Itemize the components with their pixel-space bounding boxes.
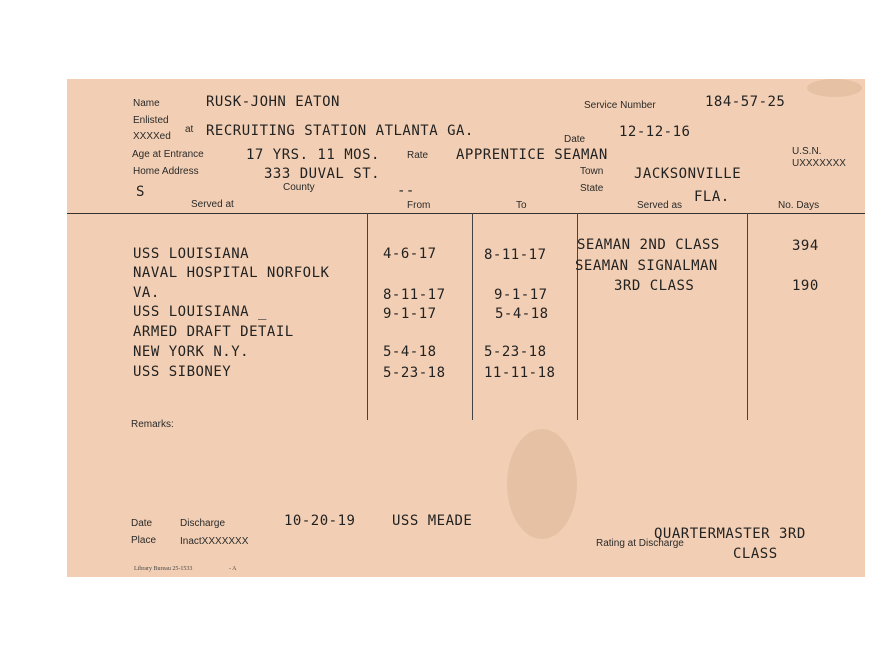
from-date: 5-4-18 xyxy=(383,344,437,360)
served-at-entry: NAVAL HOSPITAL NORFOLK xyxy=(133,265,330,281)
from-date: 4-6-17 xyxy=(383,246,437,262)
service-record-card xyxy=(67,79,865,577)
to-date: 8-11-17 xyxy=(484,247,547,263)
age-label: Age at Entrance xyxy=(132,149,204,160)
rate-value: APPRENTICE SEAMAN xyxy=(456,147,608,163)
no-days-header: No. Days xyxy=(778,200,820,211)
state-label: State xyxy=(580,183,604,194)
discharge-date-label: Date xyxy=(131,518,153,529)
served-as-entry: SEAMAN SIGNALMAN xyxy=(575,258,718,274)
served-as-entry: SEAMAN 2ND CLASS xyxy=(577,237,720,253)
printer-footer: Library Bureau 25-1533 xyxy=(134,566,193,572)
days-value: 394 xyxy=(792,238,819,254)
home-address-label: Home Address xyxy=(133,166,199,177)
county-label: County xyxy=(283,182,315,193)
enlisted-date-value: 12-12-16 xyxy=(619,124,691,140)
to-header: To xyxy=(516,200,527,211)
days-value: 190 xyxy=(792,278,819,294)
to-date: 11-11-18 xyxy=(484,365,556,381)
name-label: Name xyxy=(133,98,160,109)
inactive-struck-label: InactXXXXXXX xyxy=(180,536,249,547)
remarks-label: Remarks: xyxy=(131,419,174,430)
date-label: Date xyxy=(564,134,586,145)
served-at-entry: ARMED DRAFT DETAIL xyxy=(133,324,294,340)
served-as-entry: 3RD CLASS xyxy=(614,278,695,294)
home-s-value: S xyxy=(136,184,145,200)
service-number-value: 184-57-25 xyxy=(705,94,786,110)
stain xyxy=(507,429,577,539)
street-value: 333 DUVAL ST. xyxy=(264,166,381,182)
to-date: 5-4-18 xyxy=(495,306,549,322)
served-at-entry: VA. xyxy=(133,285,160,301)
served-at-entry: NEW YORK N.Y. xyxy=(133,344,250,360)
from-date: 5-23-18 xyxy=(383,365,446,381)
state-value: FLA. xyxy=(694,189,730,205)
stain xyxy=(807,79,862,97)
to-date: 9-1-17 xyxy=(494,287,548,303)
served-at-entry: USS LOUISIANA _ xyxy=(133,304,267,320)
town-value: JACKSONVILLE xyxy=(634,166,742,182)
from-date: 8-11-17 xyxy=(383,287,446,303)
rating-value-line2: CLASS xyxy=(733,546,778,562)
served-at-entry: USS LOUISIANA xyxy=(133,246,250,262)
to-date: 5-23-18 xyxy=(484,344,547,360)
place-label: Place xyxy=(131,535,157,546)
discharge-date-value: 10-20-19 xyxy=(284,513,356,529)
usn-label: U.S.N. xyxy=(792,146,822,157)
usn-struck-label: UXXXXXXX xyxy=(792,158,846,169)
header-rule xyxy=(67,213,865,214)
served-at-header: Served at xyxy=(191,199,234,210)
town-label: Town xyxy=(580,166,604,177)
rating-at-discharge-label: Rating at Discharge xyxy=(596,538,684,549)
enlisted-at-value: RECRUITING STATION ATLANTA GA. xyxy=(206,123,474,139)
from-date: 9-1-17 xyxy=(383,306,437,322)
enlisted-struck-label: XXXXed xyxy=(133,131,171,142)
column-rule xyxy=(367,213,368,420)
county-value: -- xyxy=(397,183,415,199)
served-as-header: Served as xyxy=(637,200,683,211)
enlisted-label: Enlisted xyxy=(133,115,169,126)
rate-label: Rate xyxy=(407,150,429,161)
service-number-label: Service Number xyxy=(584,100,656,111)
served-at-entry: USS SIBONEY xyxy=(133,364,232,380)
column-rule xyxy=(472,213,473,420)
age-value: 17 YRS. 11 MOS. xyxy=(246,147,380,163)
discharge-place-value: USS MEADE xyxy=(392,513,473,529)
at-label: at xyxy=(185,124,194,135)
name-value: RUSK-JOHN EATON xyxy=(206,94,340,110)
discharge-label: Discharge xyxy=(180,518,226,529)
rating-value-line1: QUARTERMASTER 3RD xyxy=(654,526,806,542)
printer-footer-mark: - A xyxy=(229,566,237,572)
column-rule xyxy=(747,213,748,420)
from-header: From xyxy=(407,200,431,211)
